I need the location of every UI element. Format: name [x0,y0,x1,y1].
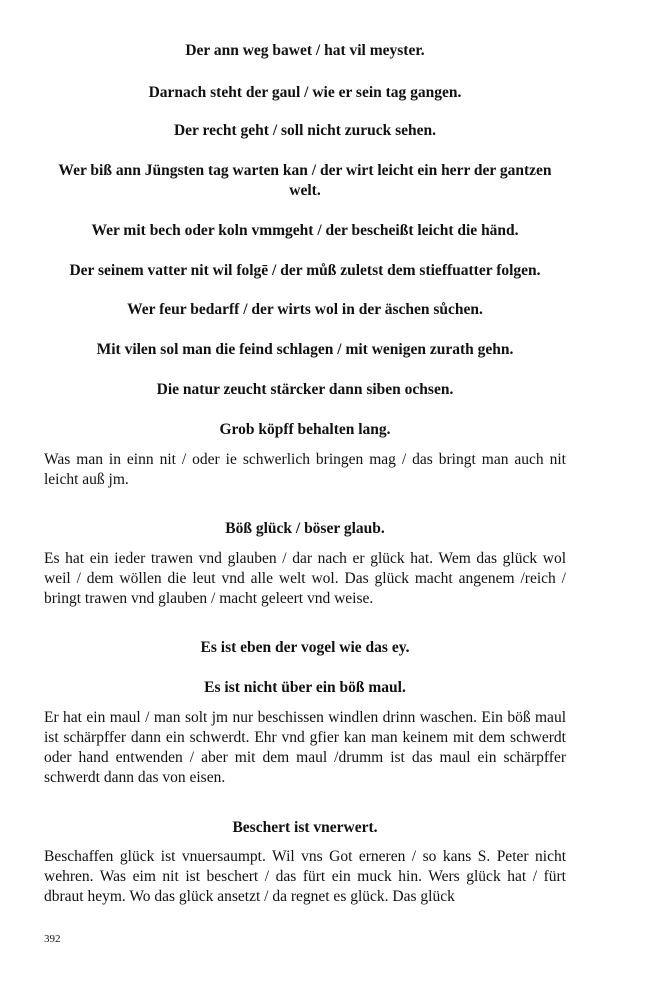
proverb-line: Die natur zeucht stärcker dann siben ochsen. [156,381,454,398]
proverb-line: Mit vilen sol man die feind schlagen / mit wenigen zurath gehn. [96,341,514,358]
proverb-line: Wer biß ann Jüngsten tag warten kan / der wirt leicht ein herr der gantzen welt. [58,162,552,199]
proverb-line: Der seinem vatter nit wil folgē / der můß zuletst dem stieffuatter folgen. [69,262,541,279]
page-body [44,0,566,990]
section-heading: Es ist eben der vogel wie das ey. [200,639,410,656]
proverb-line: Wer mit bech oder koln vmmgeht / der bescheißt leicht die händ. [91,222,519,239]
section-heading: Beschert ist vnerwert. [232,819,378,836]
proverb-line: Wer feur bedarff / der wirts wol in der äschen sůchen. [127,301,483,318]
proverb-line: Der ann weg bawet / hat vil meyster. [185,42,425,59]
proverb-line: Der recht geht / soll nicht zuruck sehen. [173,122,437,139]
body-paragraph: Es hat ein ieder trawen vnd glauben / dar nach er glück hat. Wem das glück wol weil / dem wöllen die leut vnd alle welt wol. Das glück macht angenem /reich / bringt trawen vnd glauben / macht geleert vnd weise. [44,550,566,607]
section-heading: Es ist nicht über ein böß maul. [204,679,406,696]
section-heading: Grob köpff behalten lang. [219,421,391,438]
section-heading: Böß glück / böser glaub. [225,520,385,537]
body-paragraph: Was man in einn nit / oder ie schwerlich bringen mag / das bringt man auch nit leicht auß jm. [44,451,566,488]
page-number: 392 [44,933,61,945]
body-paragraph: Er hat ein maul / man solt jm nur beschissen windlen drinn waschen. Ein böß maul ist schärpffer dann ein schwerdt. Ehr vnd gfier kan man keinem mit dem schwerdt oder hand entwenden / aber mit dem maul /drumm ist das maul ein schärpffer schwerdt dann das von eisen. [44,709,566,786]
proverb-line: Darnach steht der gaul / wie er sein tag gangen. [148,84,462,101]
body-paragraph: Beschaffen glück ist vnuersaumpt. Wil vns Got erneren / so kans S. Peter nicht wehren. Was eim nit ist beschert / das fürt ein muck hin. Wers glück hat / fürt dbraut heym. Wo das glück ansetzt / da regnet es glück. Das glück [44,848,566,905]
